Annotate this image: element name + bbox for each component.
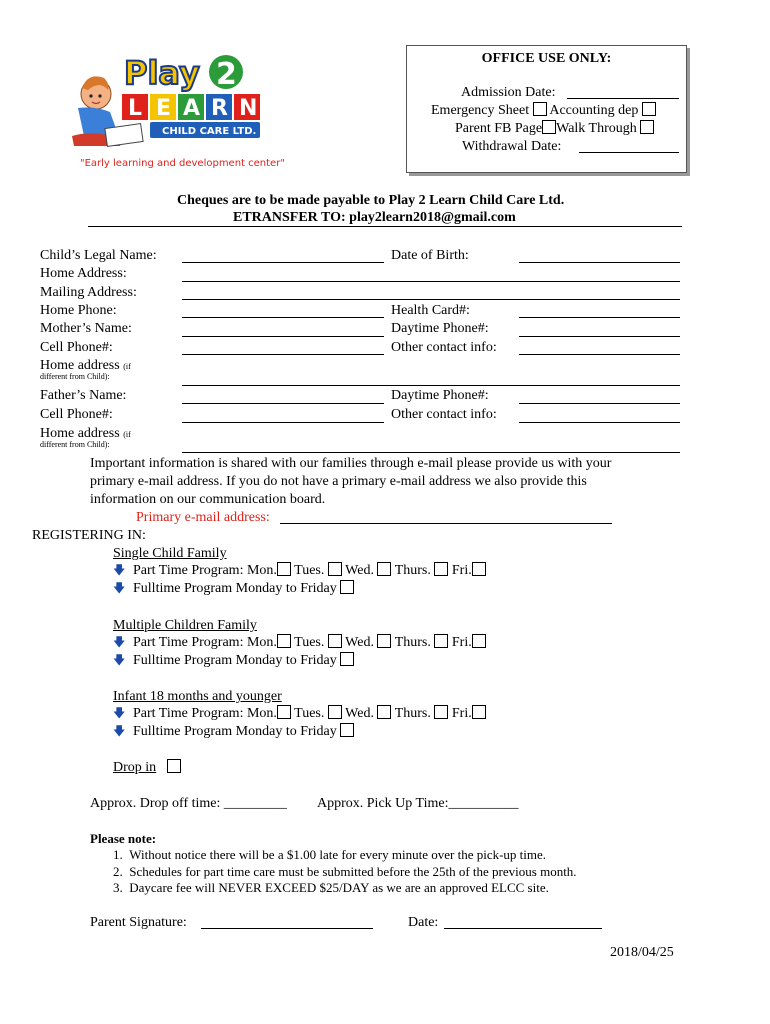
accounting-checkbox[interactable] bbox=[642, 102, 656, 116]
info-line-3: information on our communication board. bbox=[90, 492, 326, 507]
logo-subtitle: CHILD CARE LTD. bbox=[162, 126, 257, 137]
cell-phone2-label: Cell Phone#: bbox=[40, 407, 113, 422]
withdrawal-date-field[interactable] bbox=[579, 152, 679, 153]
logo-letter: N bbox=[239, 96, 258, 121]
signature-date-label: Date: bbox=[408, 915, 439, 930]
different-from-child-note2: different from Child): bbox=[40, 440, 110, 449]
different-from-child-note: different from Child): bbox=[40, 372, 110, 381]
daytime-phone2-label: Daytime Phone#: bbox=[391, 388, 489, 403]
please-note-title: Please note: bbox=[90, 831, 157, 846]
thurs-checkbox[interactable] bbox=[434, 705, 448, 719]
mon-checkbox[interactable] bbox=[277, 634, 291, 648]
note-item: 3. Daycare fee will NEVER EXCEED $25/DAY as we are an approved ELCC site. bbox=[113, 880, 549, 895]
primary-email-label: Primary e-mail address: bbox=[136, 510, 270, 525]
home-phone-label: Home Phone: bbox=[40, 303, 117, 318]
office-use-box bbox=[406, 45, 687, 173]
accounting-label: Accounting dep bbox=[549, 103, 639, 118]
admission-date-field[interactable] bbox=[567, 98, 679, 99]
company-logo bbox=[66, 50, 286, 172]
daytime-phone-label: Daytime Phone#: bbox=[391, 321, 489, 336]
wed-checkbox[interactable] bbox=[377, 634, 391, 648]
home-address-if2-label: Home address (if bbox=[40, 426, 131, 441]
fulltime-row-2: 🡇 Fulltime Program Monday to Friday bbox=[113, 652, 354, 669]
wed-checkbox[interactable] bbox=[377, 562, 391, 576]
arrow-bullet-icon: 🡇 bbox=[113, 635, 126, 649]
emergency-sheet-label: Emergency Sheet bbox=[431, 103, 530, 118]
pick-up-time-label[interactable]: Approx. Pick Up Time:__________ bbox=[317, 796, 519, 811]
primary-email-field[interactable] bbox=[280, 523, 612, 524]
logo-letter: R bbox=[211, 96, 228, 121]
mother-name-label: Mother’s Name: bbox=[40, 321, 132, 336]
fulltime-checkbox[interactable] bbox=[340, 652, 354, 666]
daytime-phone-field[interactable] bbox=[519, 336, 680, 337]
dob-label: Date of Birth: bbox=[391, 248, 469, 263]
cell-phone-field[interactable] bbox=[182, 354, 384, 355]
footer-date: 2018/04/25 bbox=[610, 945, 674, 960]
tues-checkbox[interactable] bbox=[328, 562, 342, 576]
home-address-label: Home Address: bbox=[40, 266, 127, 281]
fri-checkbox[interactable] bbox=[472, 705, 486, 719]
mon-checkbox[interactable] bbox=[277, 705, 291, 719]
thurs-checkbox[interactable] bbox=[434, 562, 448, 576]
part-time-row-1: 🡇 Part Time Program: Mon. Tues. Wed. Thurs. Fri. bbox=[113, 562, 486, 579]
walk-through-checkbox[interactable] bbox=[640, 120, 654, 134]
fulltime-row-3: 🡇 Fulltime Program Monday to Friday bbox=[113, 723, 354, 740]
thurs-checkbox[interactable] bbox=[434, 634, 448, 648]
note-item: 2. Schedules for part time care must be submitted before the 25th of the previous month. bbox=[113, 864, 577, 879]
emergency-row bbox=[431, 102, 656, 119]
drop-in-row bbox=[113, 759, 181, 776]
other-contact-label: Other contact info: bbox=[391, 340, 497, 355]
info-line-1: Important information is shared with our families through e-mail please provide us with your bbox=[90, 456, 612, 471]
other-contact2-label: Other contact info: bbox=[391, 407, 497, 422]
logo-letter: A bbox=[183, 96, 201, 121]
arrow-bullet-icon: 🡇 bbox=[113, 724, 126, 738]
arrow-bullet-icon: 🡇 bbox=[113, 706, 126, 720]
arrow-bullet-icon: 🡇 bbox=[113, 653, 126, 667]
section-single-child: Single Child Family bbox=[113, 546, 227, 561]
logo-tagline: "Early learning and development center" bbox=[80, 158, 285, 169]
etransfer-note: ETRANSFER TO: play2learn2018@gmail.com bbox=[233, 210, 516, 225]
daytime-phone2-field[interactable] bbox=[519, 403, 680, 404]
fri-checkbox[interactable] bbox=[472, 634, 486, 648]
part-time-row-2: 🡇 Part Time Program: Mon. Tues. Wed. Thurs. Fri. bbox=[113, 634, 486, 651]
parent-fb-row bbox=[455, 120, 654, 137]
parent-fb-label: Parent FB Page bbox=[455, 121, 543, 136]
health-card-label: Health Card#: bbox=[391, 303, 470, 318]
header-rule bbox=[88, 226, 682, 227]
fulltime-row-1: 🡇 Fulltime Program Monday to Friday bbox=[113, 580, 354, 597]
tues-checkbox[interactable] bbox=[328, 634, 342, 648]
arrow-bullet-icon: 🡇 bbox=[113, 581, 126, 595]
arrow-bullet-icon: 🡇 bbox=[113, 563, 126, 577]
father-name-field[interactable] bbox=[182, 403, 384, 404]
withdrawal-date-label: Withdrawal Date: bbox=[462, 139, 562, 154]
father-name-label: Father’s Name: bbox=[40, 388, 127, 403]
child-name-label: Child’s Legal Name: bbox=[40, 248, 157, 263]
parent-fb-checkbox[interactable] bbox=[542, 120, 556, 134]
other-contact2-field[interactable] bbox=[519, 422, 680, 423]
health-card-field[interactable] bbox=[519, 317, 680, 318]
admission-date-row bbox=[461, 84, 556, 101]
home-phone-field[interactable] bbox=[182, 317, 384, 318]
logo-letter: L bbox=[128, 96, 143, 121]
drop-in-checkbox[interactable] bbox=[167, 759, 181, 773]
mailing-address-field[interactable] bbox=[182, 299, 680, 300]
dob-field[interactable] bbox=[519, 262, 680, 263]
withdrawal-row bbox=[462, 138, 561, 155]
home-address-if-field[interactable] bbox=[182, 385, 680, 386]
home-address-if2-field[interactable] bbox=[182, 452, 680, 453]
admission-date-label: Admission Date: bbox=[461, 85, 556, 100]
parent-signature-field[interactable] bbox=[201, 928, 373, 929]
mon-checkbox[interactable] bbox=[277, 562, 291, 576]
home-address-if-label: Home address (if bbox=[40, 358, 131, 373]
logo-letter: E bbox=[156, 96, 172, 121]
drop-off-time-label[interactable]: Approx. Drop off time: _________ bbox=[90, 796, 287, 811]
drop-in-label: Drop in bbox=[113, 760, 157, 775]
fulltime-checkbox[interactable] bbox=[340, 723, 354, 737]
info-line-2: primary e-mail address. If you do not have a primary e-mail address we also provide this bbox=[90, 474, 587, 489]
tues-checkbox[interactable] bbox=[328, 705, 342, 719]
logo-play-text: Play bbox=[124, 54, 200, 92]
fulltime-checkbox[interactable] bbox=[340, 580, 354, 594]
child-name-field[interactable] bbox=[182, 262, 384, 263]
registering-label: REGISTERING IN: bbox=[32, 528, 146, 543]
cheques-note: Cheques are to be made payable to Play 2 Learn Child Care Ltd. bbox=[177, 193, 565, 208]
logo-graphic bbox=[66, 50, 286, 172]
parent-signature-label: Parent Signature: bbox=[90, 915, 187, 930]
section-multiple-children: Multiple Children Family bbox=[113, 618, 257, 633]
part-time-row-3: 🡇 Part Time Program: Mon. Tues. Wed. Thurs. Fri. bbox=[113, 705, 486, 722]
mother-name-field[interactable] bbox=[182, 336, 384, 337]
walk-through-label: Walk Through bbox=[556, 121, 637, 136]
signature-date-field[interactable] bbox=[444, 928, 602, 929]
other-contact-field[interactable] bbox=[519, 354, 680, 355]
home-address-field[interactable] bbox=[182, 281, 680, 282]
note-item: 1. Without notice there will be a $1.00 late for every minute over the pick-up time. bbox=[113, 847, 547, 862]
logo-two-text: 2 bbox=[216, 57, 237, 92]
section-infant: Infant 18 months and younger bbox=[113, 689, 282, 704]
office-title: OFFICE USE ONLY: bbox=[481, 51, 612, 66]
mailing-address-label: Mailing Address: bbox=[40, 285, 137, 300]
cell-phone2-field[interactable] bbox=[182, 422, 384, 423]
wed-checkbox[interactable] bbox=[377, 705, 391, 719]
fri-checkbox[interactable] bbox=[472, 562, 486, 576]
emergency-sheet-checkbox[interactable] bbox=[533, 102, 547, 116]
cell-phone-label: Cell Phone#: bbox=[40, 340, 113, 355]
